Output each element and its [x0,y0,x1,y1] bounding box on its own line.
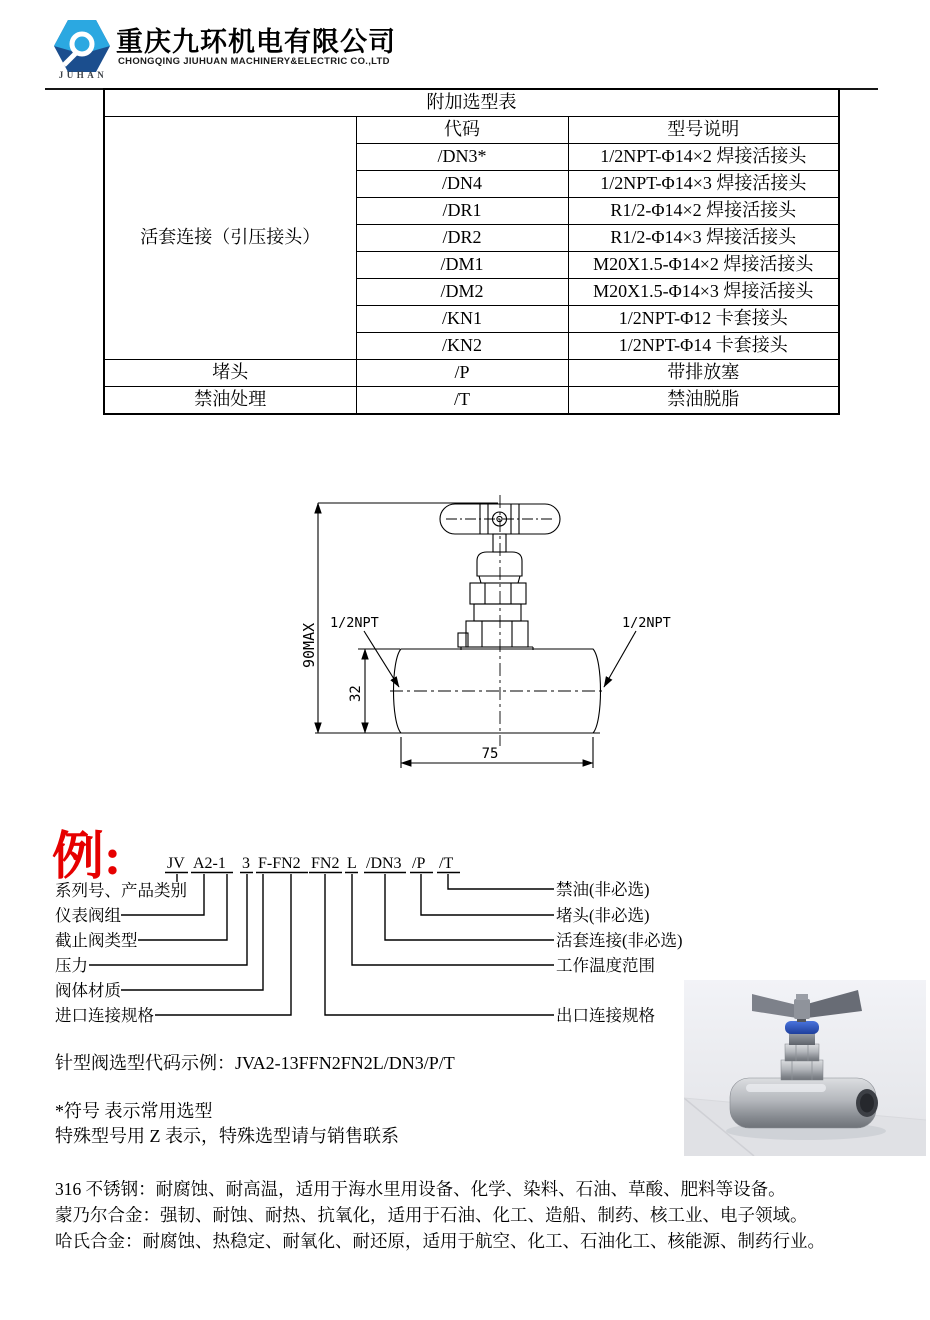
right-label-0: 禁油(非必选) [556,880,650,899]
code-segment-6: /DN3 [366,855,402,872]
row-label-cell: 堵头 [104,360,356,387]
left-label-5: 进口连接规格 [55,1006,154,1025]
left-label-4: 阀体材质 [55,981,121,1000]
port-left-label: 1/2NPT [330,615,379,631]
port-right-label: 1/2NPT [622,615,671,631]
code-cell: /P [356,360,568,387]
code-cell: /DM1 [356,252,568,279]
code-segment-5: L [347,855,357,872]
valve-photo [684,980,926,1156]
col-header-code: 代码 [356,117,568,144]
code-segment-4: FN2 [311,855,340,872]
desc-cell: 1/2NPT-Φ12 卡套接头 [568,306,839,333]
selection-table [103,88,840,415]
company-name-en: CHONGQING JIUHUAN MACHINERY&ELECTRIC CO.,LTD [118,56,390,67]
valve-drawing [280,478,700,790]
logo-wordmark: JUHAN [58,70,108,80]
row-label-cell: 禁油处理 [104,387,356,415]
table-row-oil [104,387,839,415]
material-note-1: 蒙乃尔合金：强韧、耐蚀、耐热、抗氧化，适用于石油、化工、造船、制药、核工业、电子领域。 [55,1205,808,1225]
code-cell: /KN1 [356,306,568,333]
left-label-1: 仪表阀组 [55,906,121,925]
desc-cell: 1/2NPT-Φ14×2 焊接活接头 [568,144,839,171]
dim-body-width-label: 75 [481,746,499,762]
right-label-4: 出口连接规格 [556,1006,655,1025]
code-cell: /DM2 [356,279,568,306]
note-special: 特殊型号用 Z 表示，特殊选型请与销售联系 [55,1126,399,1146]
group-label-cell: 活套连接（引压接头） [104,117,356,360]
code-cell: /T [356,387,568,415]
right-label-2: 活套连接(非必选) [556,931,683,950]
note-code-example: 针型阀选型代码示例：JVA2-13FFN2FN2L/DN3/P/T [55,1053,455,1073]
table-title: 附加选型表 [104,89,839,117]
right-label-1: 堵头(非必选) [556,906,650,925]
left-label-0: 系列号、产品类别 [55,881,187,900]
desc-cell: 1/2NPT-Φ14×3 焊接活接头 [568,171,839,198]
example-prefix: 例: [52,829,122,886]
company-name-cn: 重庆九环机电有限公司 [116,27,396,57]
example-section [40,806,712,1038]
desc-cell: R1/2-Φ14×2 焊接活接头 [568,198,839,225]
right-label-3: 工作温度范围 [556,956,655,975]
desc-cell: M20X1.5-Φ14×2 焊接活接头 [568,252,839,279]
material-note-2: 哈氏合金：耐腐蚀、热稳定、耐氧化、耐还原，适用于航空、化工、石油化工、核能源、制药行业。 [55,1231,825,1251]
left-label-3: 压力 [55,956,88,975]
table-row-plug [104,360,839,387]
desc-cell: M20X1.5-Φ14×3 焊接活接头 [568,279,839,306]
code-segment-0: JV [167,855,185,872]
dim-body-height-label: 32 [348,685,364,702]
code-segment-1: A2-1 [193,855,226,872]
code-segment-3: F-FN2 [258,855,301,872]
desc-cell: 带排放塞 [568,360,839,387]
desc-cell: 禁油脱脂 [568,387,839,415]
left-label-2: 截止阀类型 [55,931,138,950]
logo-hexagon-icon [54,20,110,72]
code-cell: /DN3* [356,144,568,171]
col-header-desc: 型号说明 [568,117,839,144]
code-cell: /DN4 [356,171,568,198]
desc-cell: 1/2NPT-Φ14 卡套接头 [568,333,839,360]
note-star: *符号 表示常用选型 [55,1101,213,1121]
code-segment-2: 3 [242,855,250,872]
dim-height-label: 90MAX [300,622,318,668]
code-cell: /DR2 [356,225,568,252]
code-segment-8: /T [439,855,454,872]
company-logo [50,14,120,80]
material-note-0: 316 不锈钢：耐腐蚀、耐高温，适用于海水里用设备、化学、染料、石油、草酸、肥料等设备。 [55,1179,786,1199]
desc-cell: R1/2-Φ14×3 焊接活接头 [568,225,839,252]
code-segment-7: /P [412,855,426,872]
material-notes [55,1176,825,1254]
code-cell: /DR1 [356,198,568,225]
code-cell: /KN2 [356,333,568,360]
